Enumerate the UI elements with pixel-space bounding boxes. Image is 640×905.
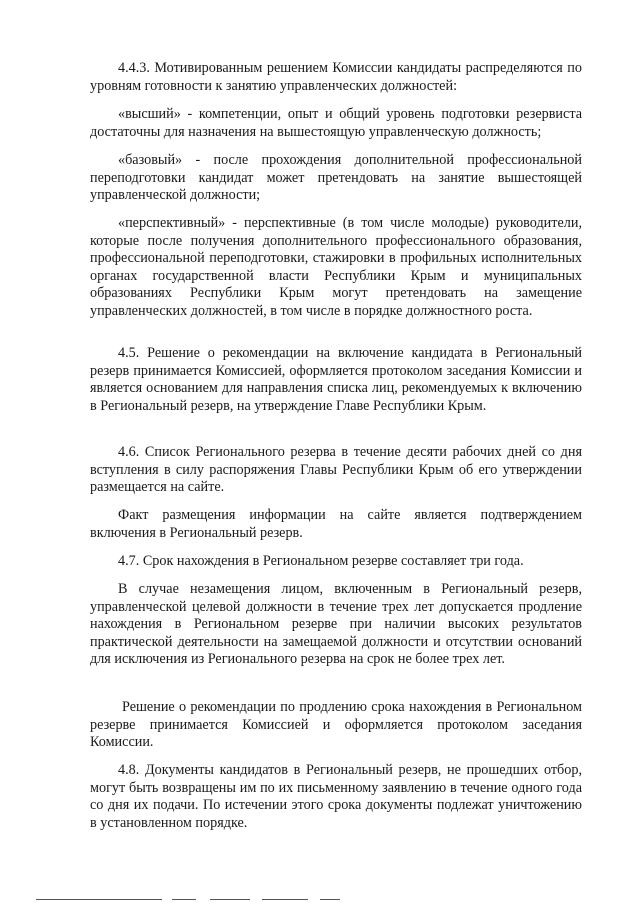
paragraph-publication-fact: Факт размещения информации на сайте является подтверждением включения в Региональный резерв. <box>90 507 582 541</box>
footer-line-segment <box>36 899 162 900</box>
paragraph-level-basic: «базовый» - после прохождения дополнительной профессиональной переподготовки кандидат может претендовать на занятие вышестоящей управленческой должности; <box>90 152 582 204</box>
paragraph-4-6: 4.6. Список Регионального резерва в течение десяти рабочих дней со дня вступления в силу распоряжения Главы Республики Крым об его утверждении размещается на сайте. <box>90 444 582 496</box>
paragraph-4-8: 4.8. Документы кандидатов в Региональный резерв, не прошедших отбор, могут быть возвращены им по их письменному заявлению в течение одного года со дня их подачи. По истечении этого срока документы подлежат уничтожению в установленном порядке. <box>90 762 582 831</box>
footer-line-segment <box>172 899 196 900</box>
paragraph-4-5: 4.5. Решение о рекомендации на включение кандидата в Региональный резерв принимается Комиссией, оформляется протоколом заседания Комиссии и является основанием для направления списка лиц, рекомендуемых к включению в Региональный резерв, на утверждение Главе Республики Крым. <box>90 345 582 414</box>
paragraph-4-4-3: 4.4.3. Мотивированным решением Комиссии кандидаты распределяются по уровням готовности к занятию управленческих должностей: <box>90 60 582 94</box>
footer-line-segment <box>320 899 340 900</box>
paragraph-level-prospective: «перспективный» - перспективные (в том числе молодые) руководители, которые после получения дополнительного профессионального образования, профессиональной переподготовки, стажировки в профильных исполнительных органах государственной власти Республики Крым и муниципальных образованиях Республики Крым могут претендовать на замещение управленческих должностей, в том числе в порядке должностного роста. <box>90 215 582 319</box>
paragraph-level-highest: «высший» - компетенции, опыт и общий уровень подготовки резервиста достаточны для назначения на вышестоящую управленческую должность; <box>90 106 582 140</box>
paragraph-term-extension: В случае незамещения лицом, включенным в Региональный резерв, управленческой целевой должности в течение трех лет допускается продление нахождения в Региональном резерве при наличии высоких результатов практической деятельности на замещаемой должности и отсутствии оснований для исключения из Регионального резерва на срок не более трех лет. <box>90 581 582 668</box>
footer-line-segment <box>210 899 250 900</box>
paragraph-extension-decision: Решение о рекомендации по продлению срока нахождения в Региональном резерве принимается Комиссией и оформляется протоколом заседания Комиссии. <box>90 699 582 751</box>
paragraph-4-7: 4.7. Срок нахождения в Региональном резерве составляет три года. <box>118 553 524 569</box>
footer-line-segment <box>262 899 308 900</box>
